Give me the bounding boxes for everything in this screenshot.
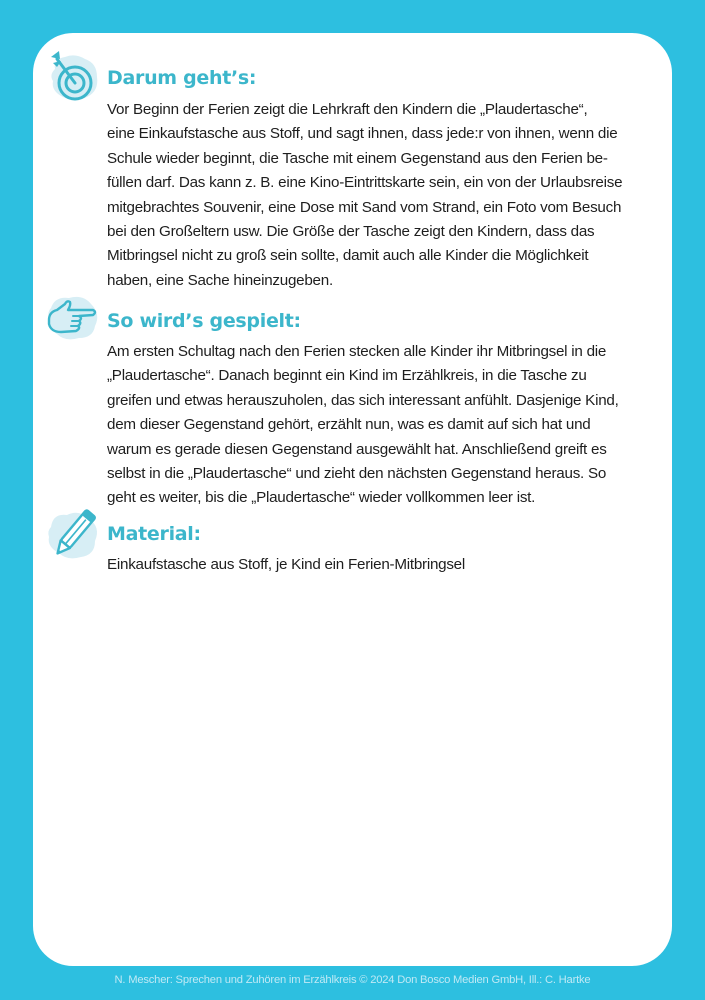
section-body: [107, 553, 647, 577]
text-line: selbst in die „Plaudertasche“ und zieht den nächsten Gegenstand heraus. So: [107, 465, 607, 483]
section-body: [107, 340, 647, 511]
section-heading: Darum geht’s:: [107, 67, 257, 89]
copyright-footer: N. Mescher: Sprechen und Zuhören im Erzählkreis © 2024 Don Bosco Medien GmbH, Ill.: C. Hartke: [114, 974, 591, 986]
pencil-icon: [43, 505, 103, 561]
text-line: dem dieser Gegenstand gehört, erzählt nun, was es damit auf sich hat und: [107, 416, 591, 434]
text-line: „Plaudertasche“. Danach beginnt ein Kind im Erzählkreis, in die Tasche zu: [107, 367, 587, 385]
content-card: [33, 33, 672, 966]
text-line: mitgebrachtes Souvenir, eine Dose mit Sand vom Strand, ein Foto vom Besuch: [107, 198, 622, 216]
text-line: geht es weiter, bis die „Plaudertasche“ wieder vollkommen leer ist.: [107, 489, 536, 507]
section-heading: Material:: [107, 523, 201, 545]
target-icon: [43, 47, 103, 103]
text-line: Mitbringsel nicht zu groß sein sollte, damit auch alle Kinder die Möglichkeit: [107, 247, 589, 265]
text-line: haben, eine Sache hineinzugeben.: [107, 271, 333, 289]
section-heading: So wird’s gespielt:: [107, 310, 301, 332]
text-line: greifen und etwas herauszuholen, das sich interessant anfühlt. Dasjenige Kind,: [107, 391, 619, 409]
text-line: Vor Beginn der Ferien zeigt die Lehrkraft den Kindern die „Plaudertasche“,: [107, 101, 588, 118]
text-line: bei den Großeltern usw. Die Größe der Tasche zeigt den Kindern, dass das: [107, 223, 595, 241]
text-line: Einkaufstasche aus Stoff, je Kind ein Ferien-Mitbringsel: [107, 556, 466, 573]
pointing-hand-icon: [43, 290, 103, 346]
text-line: Am ersten Schultag nach den Ferien stecken alle Kinder ihr Mitbringsel in die: [107, 343, 607, 360]
text-line: Schule wieder beginnt, die Tasche mit einem Gegenstand aus den Ferien be-: [107, 149, 608, 167]
section-body: [107, 98, 647, 293]
text-line: warum es gerade diesen Gegenstand ausgewählt hat. Anschließend greift es: [107, 440, 607, 458]
text-line: füllen darf. Das kann z. B. eine Kino-Eintrittskarte sein, ein von der Urlaubsreise: [107, 174, 623, 192]
text-line: eine Einkaufstasche aus Stoff, und sagt ihnen, dass jede:r von ihnen, wenn die: [107, 125, 618, 143]
